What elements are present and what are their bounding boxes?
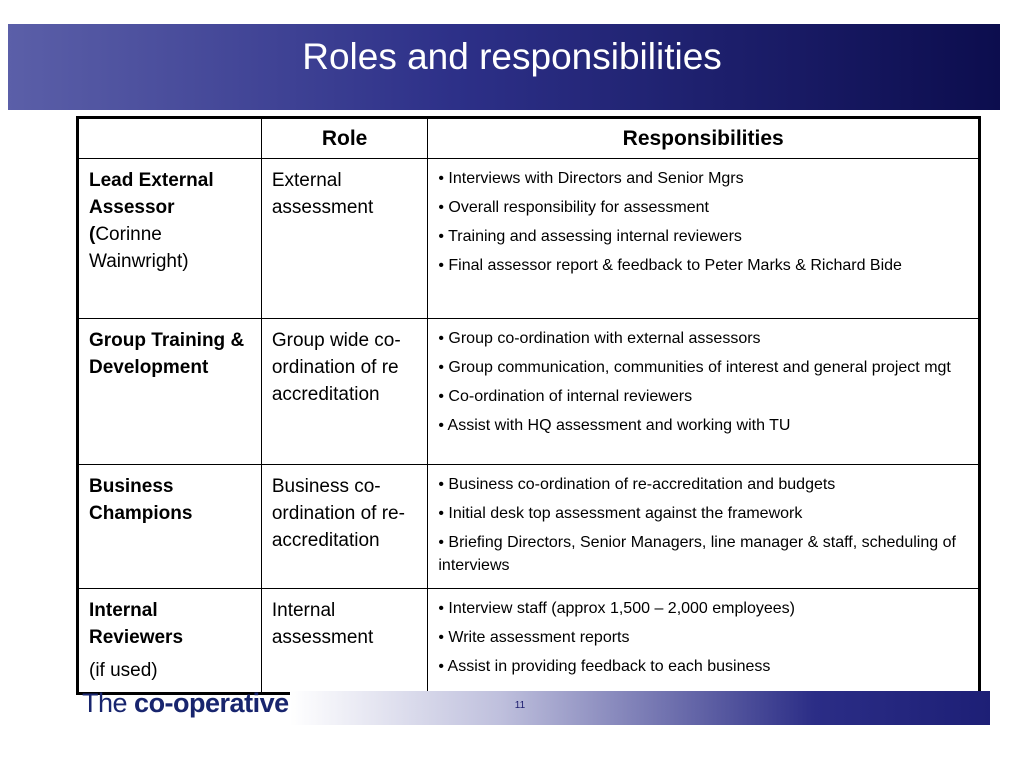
row-role: Business co-ordination of re-accreditation bbox=[261, 465, 428, 589]
responsibility-item: • Training and assessing internal reviewers bbox=[438, 228, 742, 245]
responsibility-item: • Briefing Directors, Senior Managers, line manager & staff, scheduling of interviews bbox=[438, 534, 956, 574]
row-responsibilities bbox=[428, 465, 980, 589]
responsibility-item: • Assist in providing feedback to each business bbox=[438, 658, 771, 675]
row-name-extra: Corinne Wainwright) bbox=[89, 224, 189, 272]
table-row bbox=[78, 319, 980, 465]
row-name-cell bbox=[78, 465, 262, 589]
row-name-cell bbox=[78, 319, 262, 465]
responsibility-item: • Write assessment reports bbox=[438, 629, 630, 646]
row-responsibilities bbox=[428, 319, 980, 465]
table-row bbox=[78, 159, 980, 319]
row-responsibilities bbox=[428, 159, 980, 319]
page-number: 11 bbox=[514, 700, 526, 711]
row-name-cell bbox=[78, 589, 262, 694]
responsibility-item: • Assist with HQ assessment and working with TU bbox=[438, 417, 791, 434]
logo-name: co-operative bbox=[134, 688, 289, 718]
responsibility-item: • Group communication, communities of interest and general project mgt bbox=[438, 359, 951, 376]
row-name: Business Champions bbox=[89, 476, 193, 524]
row-role: External assessment bbox=[261, 159, 428, 319]
footer-bar bbox=[290, 691, 990, 725]
header-blank bbox=[78, 118, 262, 159]
responsibility-item: • Business co-ordination of re-accreditation and budgets bbox=[438, 476, 836, 493]
table-row bbox=[78, 589, 980, 694]
row-name: Lead External Assessor bbox=[89, 170, 214, 218]
row-role: Internal assessment bbox=[261, 589, 428, 694]
slide-title: Roles and responsibilities bbox=[302, 36, 722, 77]
table-row bbox=[78, 465, 980, 589]
row-responsibilities bbox=[428, 589, 980, 694]
responsibility-item: • Final assessor report & feedback to Peter Marks & Richard Bide bbox=[438, 257, 902, 274]
responsibility-item: • Co-ordination of internal reviewers bbox=[438, 388, 693, 405]
header-role: Role bbox=[261, 118, 428, 159]
co-operative-logo bbox=[82, 688, 289, 719]
table-header-row bbox=[78, 118, 980, 159]
responsibility-item: • Overall responsibility for assessment bbox=[438, 199, 709, 216]
row-name: Group Training & Development bbox=[89, 330, 245, 378]
roles-table bbox=[76, 116, 981, 695]
header-responsibilities: Responsibilities bbox=[428, 118, 980, 159]
logo-prefix: The bbox=[82, 688, 128, 718]
responsibility-item: • Interviews with Directors and Senior Mgrs bbox=[438, 170, 744, 187]
row-role: Group wide co-ordination of re accreditation bbox=[261, 319, 428, 465]
row-name-paren: ( bbox=[89, 224, 96, 245]
row-name-extra: (if used) bbox=[89, 660, 158, 681]
responsibility-item: • Interview staff (approx 1,500 – 2,000 employees) bbox=[438, 600, 795, 617]
row-name-cell bbox=[78, 159, 262, 319]
row-name: Internal Reviewers bbox=[89, 600, 184, 648]
responsibility-item: • Initial desk top assessment against the framework bbox=[438, 505, 803, 522]
responsibility-item: • Group co-ordination with external assessors bbox=[438, 330, 761, 347]
